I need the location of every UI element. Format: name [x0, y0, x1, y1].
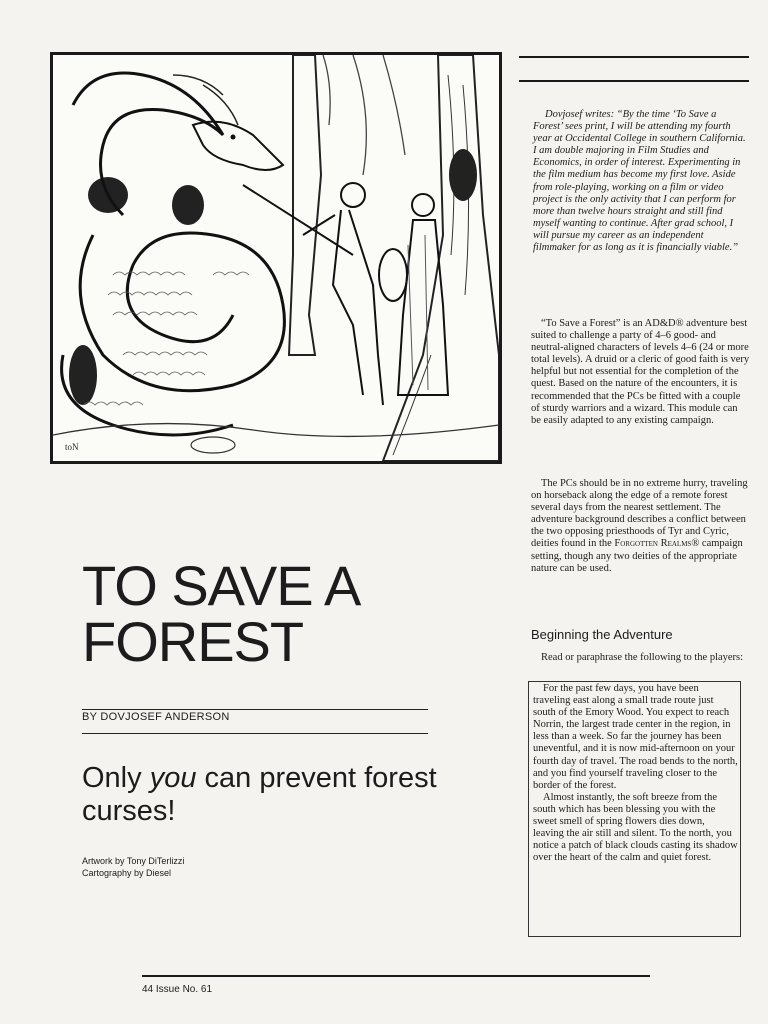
title-line-2: FOREST — [82, 610, 304, 673]
top-rule-2 — [519, 80, 749, 82]
artist-signature: toN — [65, 442, 79, 452]
body-paragraph-3: Read or paraphrase the following to the players: — [541, 652, 744, 663]
byline: BY DOVJOSEF ANDERSON — [82, 711, 230, 723]
setting-name: Forgotten Realms — [614, 538, 692, 550]
page-footer: 44 Issue No. 61 — [142, 984, 213, 995]
author-intro: Dovjosef writes: “By the time ‘To Save a Forest’ sees print, I will be attending my fourth year at Occidental College in southern California. I am double majoring in Film Studies and Economics, in order of interest. Experimenting in the film medium has become my first love. Aside from role-playing, working on a film or video project is the only activity that I can perform for more than twelve hours straight and still find myself wanting to continue. After grad school, I will pursue my career as an independent filmmaker for as long as it is financially viable.” — [533, 109, 746, 254]
read-aloud-box — [528, 681, 741, 937]
article-illustration — [50, 52, 502, 464]
cartography-credit: Cartography by Diesel — [82, 868, 172, 878]
artwork-credit: Artwork by Tony DiTerlizzi — [82, 856, 185, 866]
body-paragraph-1: “To Save a Forest” is an AD&D® adventure best suited to challenge a party of 4–6 good- and neutral-aligned characters of levels 4–6 (24 or more total levels). A druid or a cleric of good faith is very helpful but not essential for the completion of the quest. Based on the nature of the encounters, it is recommended that the PCs be fitted with a couple of sturdy warriors and a wizard. This module can be easily adapted to any existing campaign. — [531, 318, 750, 426]
art-credits — [82, 855, 184, 879]
article-subtitle: Only you can prevent forest curses! — [82, 762, 437, 827]
byline-rule-bottom — [82, 733, 428, 734]
top-rule-1 — [519, 56, 749, 58]
footer-rule — [142, 975, 650, 977]
byline-rule-top — [82, 709, 428, 710]
subtitle-emphasis: you — [149, 762, 197, 794]
dragon-and-adventurers-illustration-icon — [53, 55, 499, 461]
section-heading: Beginning the Adventure — [531, 627, 673, 642]
title-line-1: TO SAVE A — [82, 554, 361, 617]
boxed-paragraph-1: For the past few days, you have been traveling east along a small trade route just south of the Emory Wood. You expect to reach Norrin, the largest trade center in the region, in less than a week. So far the journey has been uneventful, and it is now mid-afternoon on your fourth day of travel. The road bends to the north, and you find yourself traveling closer to the border of the forest. — [533, 683, 738, 791]
body-paragraph-2: The PCs should be in no extreme hurry, traveling on horseback along the edge of a remote forest several days from the nearest settlement. The adventure background describes a conflict between the two opposing priesthoods of Tyr and Cyric, deities found in the Forgotten Realms® campaign setting, though any two deities of the appropriate nature can be used. — [531, 478, 748, 574]
article-title — [82, 554, 442, 673]
boxed-paragraph-2: Almost instantly, the soft breeze from the south which has been blessing you with the sweet smell of spring flowers dies down, leaving the air still and silent. To the north, you notice a patch of black clouds casting its shadow over the heart of the calm and quiet forest. — [533, 791, 738, 864]
